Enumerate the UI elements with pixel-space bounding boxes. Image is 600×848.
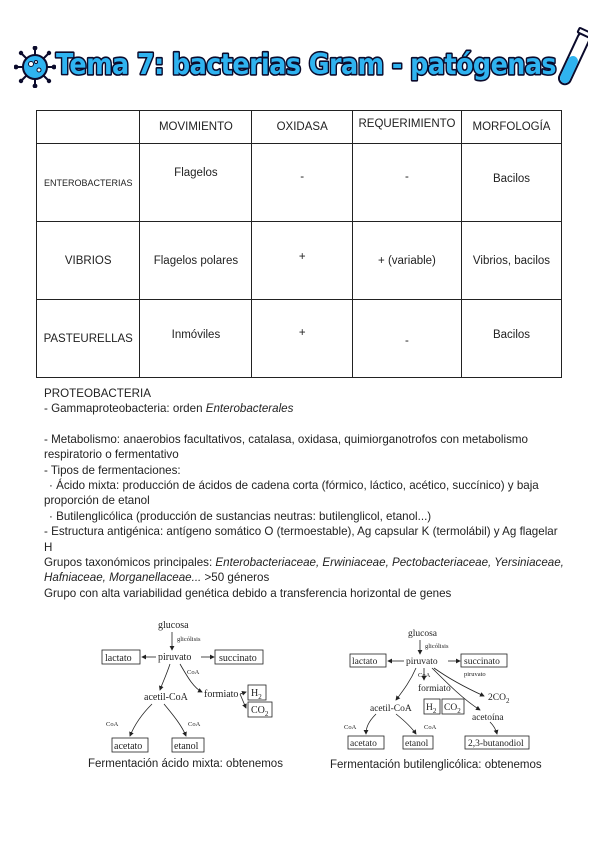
- table-row: [37, 222, 562, 300]
- table-cell: +: [252, 222, 353, 300]
- piruvato-label: piruvato: [158, 652, 192, 663]
- table-header-cell: MORFOLOGÍA: [461, 111, 561, 144]
- butilenglicolica-line: · Butilenglicólica (producción de sustancias neutras: butilenglicol, etanol...): [49, 509, 432, 523]
- piruvato-label: piruvato: [406, 657, 438, 667]
- butanediol-diagram: [340, 622, 540, 756]
- table-header-row: [37, 111, 562, 144]
- glicolisis-label: glicólisis: [177, 636, 201, 643]
- table-header-cell: MOVIMIENTO: [140, 111, 252, 144]
- acetoina-label: acetoína: [472, 713, 504, 723]
- table-cell: Bacilos: [461, 300, 561, 378]
- page-title: [10, 34, 590, 104]
- h2-label: $H_2$: [426, 703, 437, 715]
- svg-text:Tema 7: bacterias Gram - patóg: Tema 7: bacterias Gram - patógenas: [56, 48, 556, 81]
- bacteria-table: [36, 110, 562, 378]
- etanol-label: etanol: [174, 741, 199, 752]
- coa-label: CoA: [418, 672, 431, 679]
- table-header-cell: OXIDASA: [252, 111, 353, 144]
- table-cell: + (variable): [352, 222, 461, 300]
- h2-label: $H_2$: [251, 688, 262, 701]
- section-heading: PROTEOBACTERIA: [44, 387, 151, 400]
- table-header-cell: REQUERIMIENTO: [352, 111, 461, 144]
- butanodiol-label: 2,3-butanodiol: [468, 739, 524, 749]
- table-cell: Inmóviles: [140, 300, 252, 378]
- row-label: PASTEURELLAS: [37, 300, 140, 378]
- butanediol-caption: Fermentación butilenglicólica: obtenemos: [330, 759, 542, 771]
- co2-label: $CO_2$: [251, 705, 269, 718]
- row-label: ENTEROBACTERIAS: [37, 144, 140, 222]
- acetil-coa-label: acetil-CoA: [370, 704, 412, 714]
- acido-mixta-line: · Ácido mixta: producción de ácidos de cadena corta (fórmico, láctico, acético, succínico) y baja proporción de etanol: [44, 479, 539, 508]
- succinato-label: succinato: [464, 657, 500, 667]
- tipos-line: - Tipos de fermentaciones:: [44, 463, 181, 477]
- mixed-acid-diagram: [90, 612, 290, 758]
- table-cell: -: [352, 300, 461, 378]
- etanol-label: etanol: [405, 739, 429, 749]
- coa-right-label: CoA: [188, 721, 201, 728]
- formiato-label: formiato: [204, 689, 239, 700]
- table-cell: Bacilos: [461, 144, 561, 222]
- table-cell: -: [352, 144, 461, 222]
- gamma-line: - Gammaproteobacteria: orden Enterobacterales: [44, 402, 294, 416]
- header: [10, 34, 590, 104]
- formiato-label: formiato: [418, 684, 451, 694]
- grupos-line: Grupos taxonómicos principales: Enterobacteriaceae, Erwiniaceae, Pectobacteriaceae, Yersiniaceae, Hafniaceae, Morganellaceae... >50 géneros: [44, 556, 564, 585]
- coa-label: CoA: [187, 669, 200, 676]
- acetato-label: acetato: [350, 739, 377, 749]
- lactato-label: lactato: [105, 653, 132, 664]
- coa-left-label: CoA: [106, 721, 119, 728]
- acetato-label: acetato: [114, 741, 143, 752]
- glucosa-label: glucosa: [408, 629, 438, 639]
- table-cell: Vibrios, bacilos: [461, 222, 561, 300]
- table-header-cell: [37, 111, 140, 144]
- variabilidad-line: Grupo con alta variabilidad genética debido a transferencia horizontal de genes: [44, 586, 452, 600]
- table-row: [37, 144, 562, 222]
- succinato-label: succinato: [219, 653, 257, 664]
- table-cell: Flagelos polares: [140, 222, 252, 300]
- metabolismo-line: - Metabolismo: anaerobios facultativos, catalasa, oxidasa, quimiorganotrofos con metabolismo respiratorio o fermentativo: [44, 432, 528, 462]
- coa-left-label: CoA: [344, 724, 357, 731]
- row-label: VIBRIOS: [37, 222, 140, 300]
- glicolisis-label: glicólisis: [425, 643, 449, 650]
- test-tube-icon: [558, 26, 588, 96]
- mixed-acid-caption: Fermentación ácido mixta: obtenemos: [88, 758, 283, 770]
- notes-text: [44, 386, 564, 601]
- two-co2-label: $2CO_2$: [488, 693, 510, 705]
- piruvato-small-label: piruvato: [464, 671, 486, 678]
- table-cell: Flagelos: [140, 144, 252, 222]
- coa-right-label: CoA: [424, 724, 437, 731]
- table-row: [37, 300, 562, 378]
- estructura-line: - Estructura antigénica: antígeno somático O (termoestable), Ag capsular K (termolábil) y Ag flagelar H: [44, 525, 558, 554]
- co2-label: $CO_2$: [444, 703, 461, 715]
- acetil-coa-label: acetil-CoA: [144, 692, 188, 703]
- table-cell: -: [252, 144, 353, 222]
- table-cell: +: [252, 300, 353, 378]
- lactato-label: lactato: [352, 657, 378, 667]
- glucosa-label: glucosa: [158, 620, 189, 631]
